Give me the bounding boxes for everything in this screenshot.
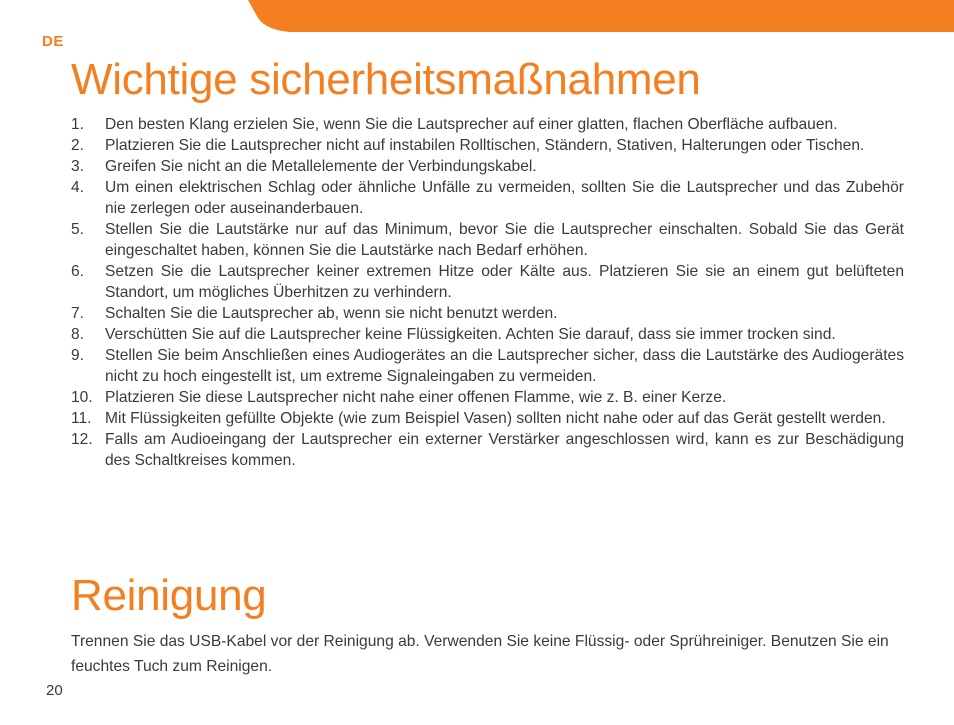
list-item-number: 5. [71,221,85,238]
list-item [71,345,904,387]
list-item-number: 4. [71,179,85,196]
list-item-text: Stellen Sie die Lautstärke nur auf das Minimum, bevor Sie die Lautsprecher einschalten. Sobald Sie das Gerät eingeschaltet haben, können Sie die Lautstärke nach Bedarf erhöhen. [105,221,904,259]
list-item-number: 1. [71,116,85,133]
list-item [71,261,904,303]
list-item [71,219,904,261]
list-item-number: 11. [71,410,92,427]
list-item [71,303,904,324]
cleaning-paragraph: Trennen Sie das USB-Kabel vor der Reinigung ab. Verwenden Sie keine Flüssig- oder Sprühreiniger. Benutzen Sie ein feuchtes Tuch zum Reinigen. [71,633,889,675]
safety-list [71,114,904,471]
list-item [71,324,904,345]
list-item-text: Stellen Sie beim Anschließen eines Audiogerätes an die Lautsprecher sicher, dass die Lautstärke des Audiogerätes nicht zu hoch eingestellt ist, um extreme Signaleingaben zu vermeiden. [105,347,904,385]
list-item-text: Verschütten Sie auf die Lautsprecher keine Flüssigkeiten. Achten Sie darauf, dass sie immer trocken sind. [105,326,836,343]
list-item-text: Setzen Sie die Lautsprecher keiner extremen Hitze oder Kälte aus. Platzieren Sie sie an einem gut belüfteten Standort, um mögliches Überhitzen zu verhindern. [105,263,904,301]
list-item-number: 3. [71,158,85,175]
page-number: 20 [46,682,63,699]
safety-heading: Wichtige sicherheitsmaßnahmen [71,55,701,104]
list-item [71,408,904,429]
list-item-text: Schalten Sie die Lautsprecher ab, wenn sie nicht benutzt werden. [105,305,558,322]
orange-header-shape [248,0,954,32]
list-item [71,429,904,471]
list-item [71,177,904,219]
language-tag: DE [42,33,64,50]
list-item [71,387,904,408]
list-item-text: Den besten Klang erzielen Sie, wenn Sie die Lautsprecher auf einer glatten, flachen Oberfläche aufbauen. [105,116,838,133]
list-item-text: Platzieren Sie diese Lautsprecher nicht nahe einer offenen Flamme, wie z. B. einer Kerze. [105,389,727,406]
list-item-number: 8. [71,326,85,343]
orange-header-banner [0,0,954,32]
list-item-number: 2. [71,137,85,154]
list-item [71,135,904,156]
list-item-text: Um einen elektrischen Schlag oder ähnliche Unfälle zu vermeiden, sollten Sie die Lautsprecher und das Zubehör nie zerlegen oder auseinanderbauen. [105,179,904,217]
list-item-number: 10. [71,389,93,406]
list-item-text: Mit Flüssigkeiten gefüllte Objekte (wie zum Beispiel Vasen) sollten nicht nahe oder auf das Gerät gestellt werden. [105,410,886,427]
list-item-text: Platzieren Sie die Lautsprecher nicht auf instabilen Rolltischen, Ständern, Stativen, Halterungen oder Tischen. [105,137,865,154]
cleaning-heading: Reinigung [71,571,267,620]
list-item [71,156,904,177]
list-item-number: 6. [71,263,85,280]
list-item [71,114,904,135]
list-item-text: Falls am Audioeingang der Lautsprecher ein externer Verstärker angeschlossen wird, kann es zur Beschädigung des Schaltkreises kommen. [105,431,904,469]
list-item-text: Greifen Sie nicht an die Metallelemente der Verbindungskabel. [105,158,537,175]
list-item-number: 7. [71,305,85,322]
list-item-number: 12. [71,431,93,448]
list-item-number: 9. [71,347,85,364]
